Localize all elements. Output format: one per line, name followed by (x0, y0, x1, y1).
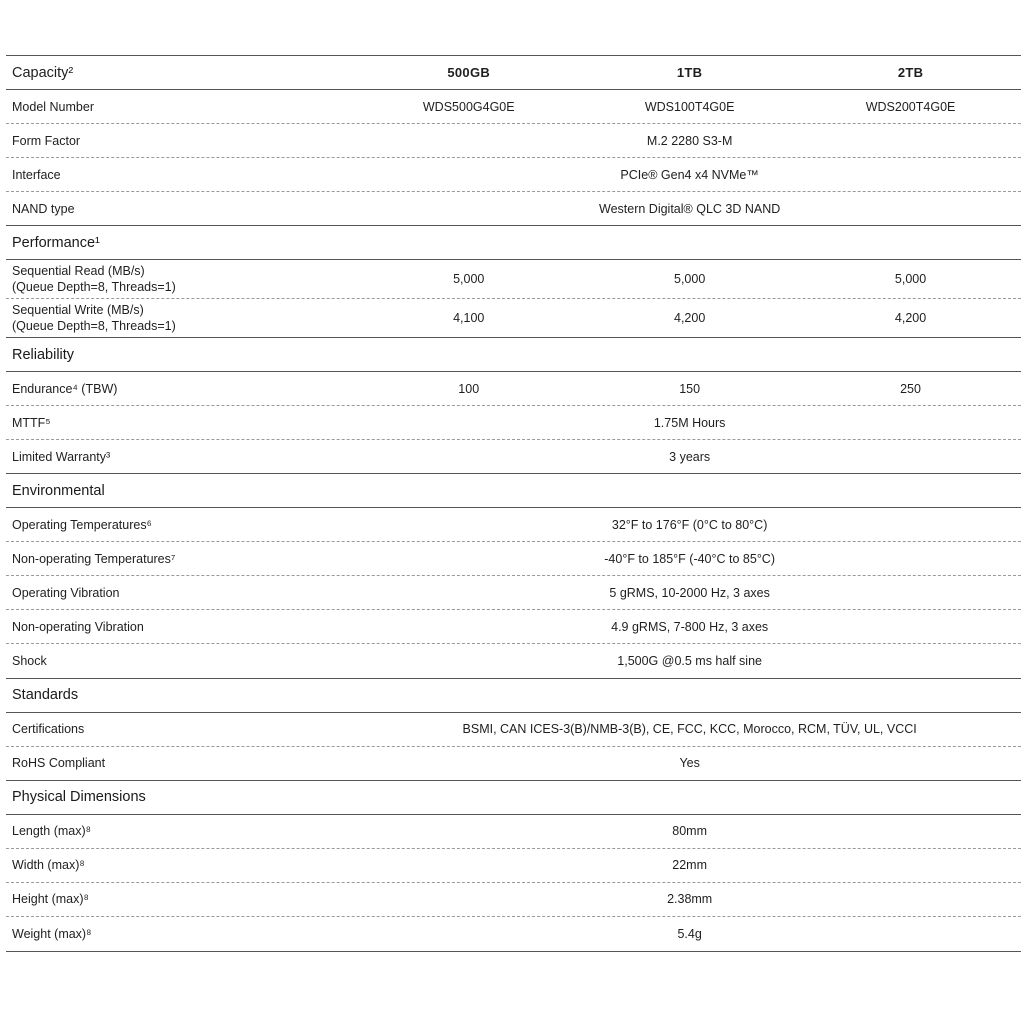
spec-label: Model Number (12, 99, 94, 114)
spec-row (6, 158, 1021, 192)
spec-value: 5,000 (674, 272, 706, 287)
spec-value: 5.4g (677, 926, 702, 941)
spec-row (6, 372, 1021, 406)
spec-row (6, 260, 1021, 299)
section-title: Performance¹ (12, 234, 100, 251)
spec-row (6, 815, 1021, 849)
spec-row (6, 610, 1021, 644)
spec-label: Operating Vibration (12, 585, 120, 600)
spec-label-line: Sequential Write (MB/s) (12, 303, 144, 318)
spec-label: Length (max)⁸ (12, 824, 91, 839)
spec-value: 5,000 (453, 272, 485, 287)
spec-value: 5,000 (894, 272, 927, 287)
spec-label-line: (Queue Depth=8, Threads=1) (12, 280, 176, 295)
spec-row (6, 192, 1021, 226)
spec-label: RoHS Compliant (12, 756, 106, 771)
capacity-header-row (6, 56, 1021, 90)
spec-value: 150 (679, 381, 701, 396)
section-title: Environmental (12, 482, 105, 499)
section-title: Reliability (12, 346, 75, 363)
spec-value: Western Digital® QLC 3D NAND (599, 201, 781, 216)
spec-row (6, 747, 1021, 781)
spec-row (6, 90, 1021, 124)
section-title: Standards (12, 687, 79, 704)
section-title: Physical Dimensions (12, 789, 146, 806)
spec-value: 250 (900, 381, 921, 396)
spec-value: 2.38mm (667, 892, 713, 907)
spec-label-line: (Queue Depth=8, Threads=1) (12, 319, 176, 334)
section-header-reliability (6, 338, 1021, 372)
spec-value: Yes (679, 756, 700, 771)
spec-label: Weight (max)⁸ (12, 926, 92, 941)
spec-label: NAND type (12, 201, 75, 216)
spec-row (6, 299, 1021, 338)
spec-value: WDS500G4G0E (422, 99, 515, 114)
spec-row (6, 576, 1021, 610)
spec-row (6, 508, 1021, 542)
spec-row (6, 849, 1021, 883)
spec-label: Non-operating Vibration (12, 619, 144, 634)
spec-value: 1.75M Hours (653, 415, 726, 430)
spec-label: Shock (12, 654, 47, 668)
section-header-physical-dimensions (6, 781, 1021, 815)
spec-value: 4,200 (894, 311, 927, 326)
spec-value: 80mm (672, 824, 707, 839)
spec-label: Width (max)⁸ (12, 858, 85, 873)
spec-label: Height (max)⁸ (12, 892, 89, 907)
spec-value: 4,200 (674, 311, 706, 326)
spec-label: Limited Warranty³ (12, 449, 111, 464)
spec-value: WDS200T4G0E (865, 99, 956, 114)
spec-table (6, 55, 1021, 952)
spec-value: -40°F to 185°F (-40°C to 85°C) (604, 551, 776, 566)
spec-row (6, 883, 1021, 917)
spec-value: 3 years (669, 449, 711, 464)
capacity-column-header: 500GB (447, 65, 491, 81)
spec-label (6, 302, 358, 334)
spec-label-line: Sequential Read (MB/s) (12, 264, 145, 279)
spec-row (6, 917, 1021, 951)
spec-row (6, 713, 1021, 747)
spec-label (6, 263, 358, 295)
spec-value: 1,500G @0.5 ms half sine (617, 654, 762, 668)
spec-label: Interface (12, 167, 61, 182)
spec-label: Certifications (12, 722, 85, 737)
spec-label: Form Factor (12, 133, 81, 148)
spec-label: MTTF⁵ (12, 415, 51, 430)
capacity-column-header: 2TB (897, 65, 924, 81)
spec-label: Non-operating Temperatures⁷ (12, 551, 176, 566)
spec-value: PCIe® Gen4 x4 NVMe™ (620, 167, 759, 182)
spec-value: BSMI, CAN ICES-3(B)/NMB-3(B), CE, FCC, KCC, Morocco, RCM, TÜV, UL, VCCI (462, 722, 917, 737)
spec-row (6, 542, 1021, 576)
capacity-column-header: 1TB (676, 65, 703, 81)
spec-value: 100 (458, 381, 480, 396)
spec-value: 4,100 (453, 311, 485, 326)
spec-row (6, 124, 1021, 158)
spec-value: 22mm (672, 858, 707, 873)
section-header-standards (6, 679, 1021, 713)
spec-label: Operating Temperatures⁶ (12, 517, 152, 532)
section-header-environmental (6, 474, 1021, 508)
capacity-label: Capacity² (12, 64, 74, 81)
section-header-performance (6, 226, 1021, 260)
spec-row (6, 440, 1021, 474)
spec-value: WDS100T4G0E (644, 99, 735, 114)
spec-value: M.2 2280 S3-M (646, 133, 733, 148)
spec-label: Endurance⁴ (TBW) (12, 381, 118, 396)
spec-row (6, 644, 1021, 678)
spec-value: 32°F to 176°F (0°C to 80°C) (611, 517, 768, 532)
spec-value: 5 gRMS, 10-2000 Hz, 3 axes (609, 585, 770, 600)
spec-value: 4.9 gRMS, 7-800 Hz, 3 axes (611, 619, 769, 634)
spec-row (6, 406, 1021, 440)
